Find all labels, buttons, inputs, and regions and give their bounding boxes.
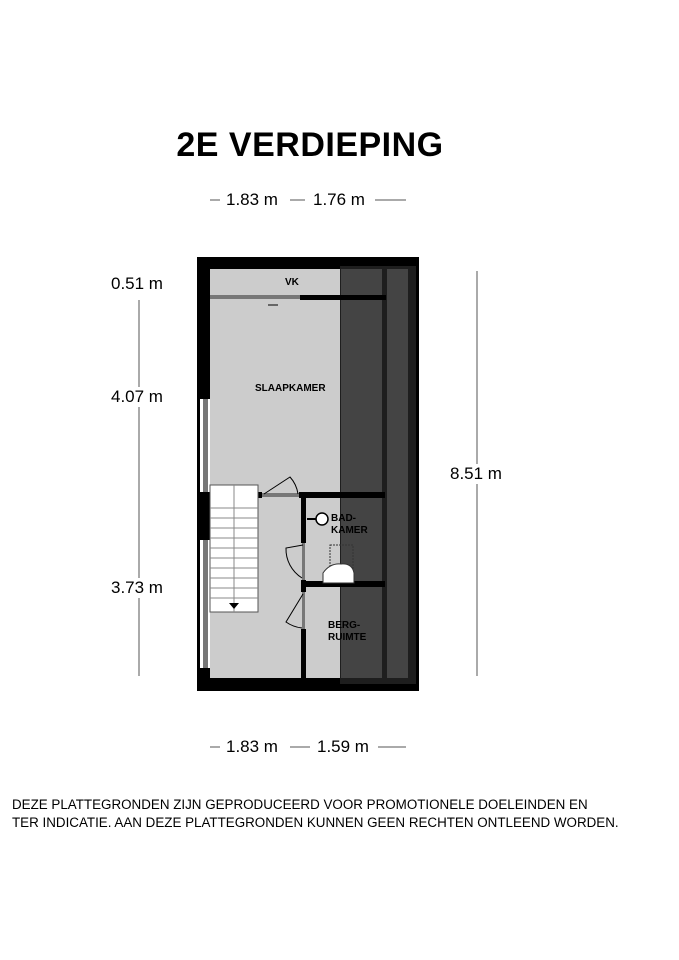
window-left-lower — [203, 540, 208, 668]
vk-wall — [300, 295, 386, 300]
dim-top-2: 1.76 m — [313, 190, 365, 209]
dim-left-1: 0.51 m — [111, 274, 163, 293]
dim-right: 8.51 m — [450, 464, 502, 483]
disclaimer-line-1: DEZE PLATTEGRONDEN ZIJN GEPRODUCEERD VOOR PROMOTIONELE DOELEINDEN EN — [12, 797, 588, 812]
disclaimer — [12, 796, 619, 832]
sloped-roof-zone — [341, 269, 408, 678]
dim-top-1: 1.83 m — [226, 190, 278, 209]
dim-bottom-2: 1.59 m — [317, 737, 369, 756]
room-label-badkamer-2: KAMER — [331, 525, 368, 536]
room-label-bergruimte-2: RUIMTE — [328, 632, 367, 643]
disclaimer-line-2: TER INDICATIE. AAN DEZE PLATTEGRONDEN KUNNEN GEEN RECHTEN ONTLEEND WORDEN. — [12, 815, 619, 830]
dim-left-3: 3.73 m — [111, 578, 163, 597]
bathroom-door — [302, 543, 305, 580]
room-label-badkamer-1: BAD- — [331, 513, 356, 524]
window-left-upper — [203, 399, 208, 496]
dim-bottom-1: 1.83 m — [226, 737, 278, 756]
room-label-vk: VK — [285, 277, 299, 288]
bedroom-door — [262, 493, 299, 497]
room-label-bergruimte-1: BERG- — [328, 620, 361, 631]
sink-icon — [316, 513, 328, 525]
room-label-slaapkamer: SLAAPKAMER — [255, 383, 326, 394]
vk-sliding-door — [210, 295, 300, 299]
storage-door — [302, 592, 305, 629]
floor-title: 2E VERDIEPING — [176, 126, 444, 164]
dim-left-2: 4.07 m — [111, 387, 163, 406]
